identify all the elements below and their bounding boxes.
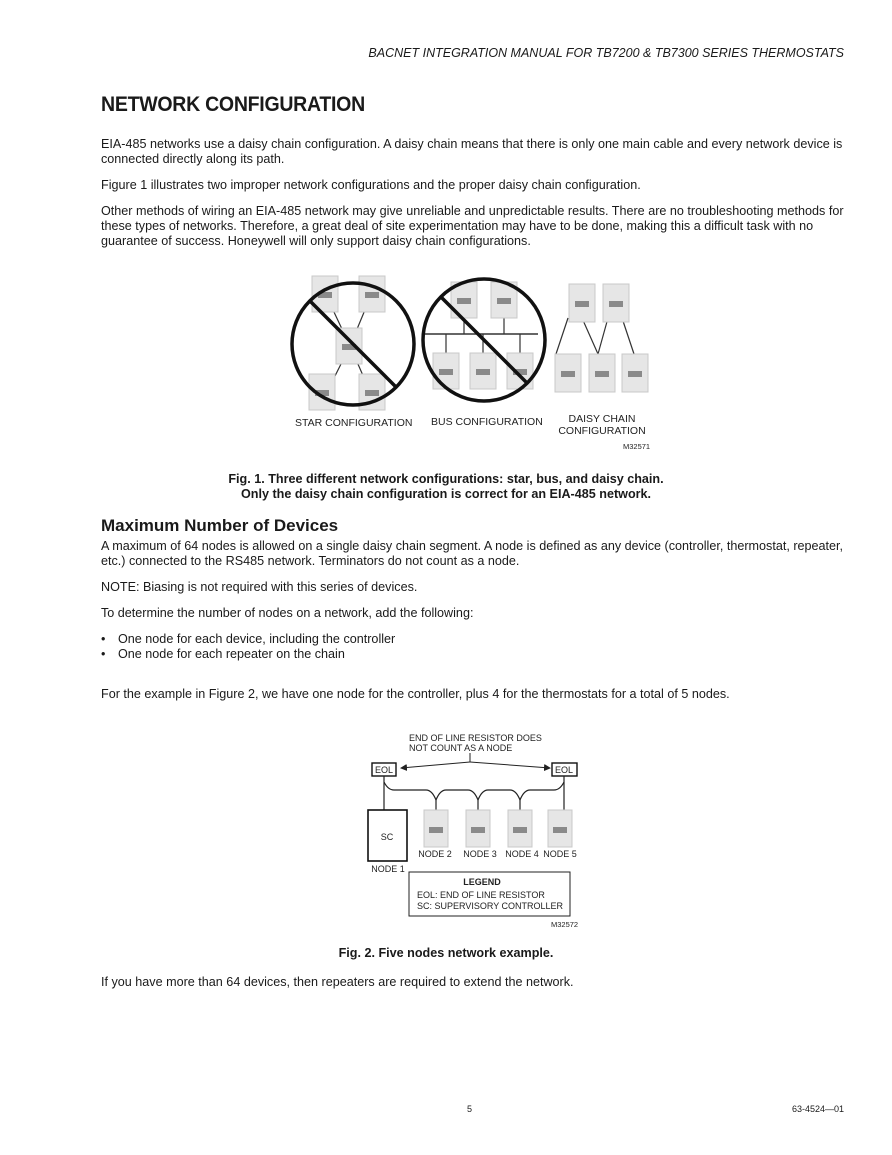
running-header: BACNET INTEGRATION MANUAL FOR TB7200 & TB7300 SERIES THERMOSTATS [368,46,844,60]
daisy-chain-label-line-1: DAISY CHAIN [568,413,636,425]
thermostat-icon [433,353,459,389]
figure-1-caption-line-2: Only the daisy chain configuration is correct for an EIA-485 network. [240,487,652,501]
daisy-chain-wire [384,776,564,800]
section-heading: Maximum Number of Devices [101,516,339,535]
thermostat-icon [470,353,496,389]
sc-label: SC [380,832,394,842]
node-3-label: NODE 3 [463,849,497,859]
intro-paragraph-1: EIA-485 networks use a daisy chain configuration. A daisy chain means that there is only one main cable and every network device is connected directly along its path. [101,137,843,166]
section-paragraph-2: To determine the number of nodes on a network, add the following: [101,606,474,620]
bus-configuration-label: BUS CONFIGURATION [431,416,543,428]
thermostat-icon [359,276,385,312]
node-4-label: NODE 4 [505,849,539,859]
bullet-text: One node for each device, including the controller [118,632,396,646]
thermostat-icon [555,354,581,392]
thermostat-icon [622,354,648,392]
eol-note-line-1: END OF LINE RESISTOR DOES [409,733,542,743]
node-5-label: NODE 5 [543,849,577,859]
daisy-chain-configuration-diagram [555,284,648,392]
legend-eol: EOL: END OF LINE RESISTOR [417,890,545,900]
page-title: NETWORK CONFIGURATION [101,93,365,116]
figure-2-code: M32572 [551,920,579,929]
legend-sc: SC: SUPERVISORY CONTROLLER [417,901,564,911]
figure-2-caption: Fig. 2. Five nodes network example. [338,946,554,960]
intro-paragraph-3: Other methods of wiring an EIA-485 network may give unreliable and unpredictable results. There are no troubleshooting methods for these types of networks. Therefore, a great deal of site experimentation may have to be done, making this a difficult task with no guarantee of success. Honeywell will only support daisy chain configurations. [101,204,844,248]
thermostat-icon [548,810,572,847]
thermostat-icon [569,284,595,322]
eol-note-line-2: NOT COUNT AS A NODE [409,743,513,753]
thermostat-icon [603,284,629,322]
thermostat-icon [508,810,532,847]
figure-1-network-configurations [280,268,670,458]
document-number: 63-4524—01 [791,1104,844,1114]
closing-paragraph: If you have more than 64 devices, then repeaters are required to extend the network. [101,975,574,989]
star-configuration-label: STAR CONFIGURATION [295,417,413,429]
section-paragraph-3: For the example in Figure 2, we have one node for the controller, plus 4 for the thermostats for a total of 5 nodes. [101,687,730,701]
thermostat-icon [466,810,490,847]
bullet-text: One node for each repeater on the chain [118,647,345,661]
bullet-item: • One node for each device, including the controller [101,632,396,646]
thermostat-icon [336,328,362,364]
thermostat-icon [589,354,615,392]
node-2-label: NODE 2 [418,849,452,859]
intro-paragraph-2: Figure 1 illustrates two improper network configurations and the proper daisy chain configuration. [101,178,641,192]
legend-title: LEGEND [463,877,501,887]
eol-right-label: EOL [554,765,574,775]
eol-left-label: EOL [374,765,394,775]
figure-2-five-nodes-example [360,728,600,934]
thermostat-icon [424,810,448,847]
figure-1-code: M32571 [623,442,651,451]
node-1-label: NODE 1 [371,864,405,874]
note-text: NOTE: Biasing is not required with this series of devices. [101,580,418,594]
bullet-item: • One node for each repeater on the chain [101,647,345,661]
section-paragraph-1: A maximum of 64 nodes is allowed on a single daisy chain segment. A node is defined as any device (controller, thermostat, repeater, etc.) connected to the RS485 network. Terminators do not count as a node. [101,539,844,568]
bus-configuration-diagram [423,279,545,401]
star-configuration-diagram [292,276,414,410]
page-number: 5 [467,1104,473,1114]
daisy-chain-label-line-2: CONFIGURATION [558,425,646,437]
figure-1-caption-line-1: Fig. 1. Three different network configurations: star, bus, and daisy chain. [228,472,664,486]
